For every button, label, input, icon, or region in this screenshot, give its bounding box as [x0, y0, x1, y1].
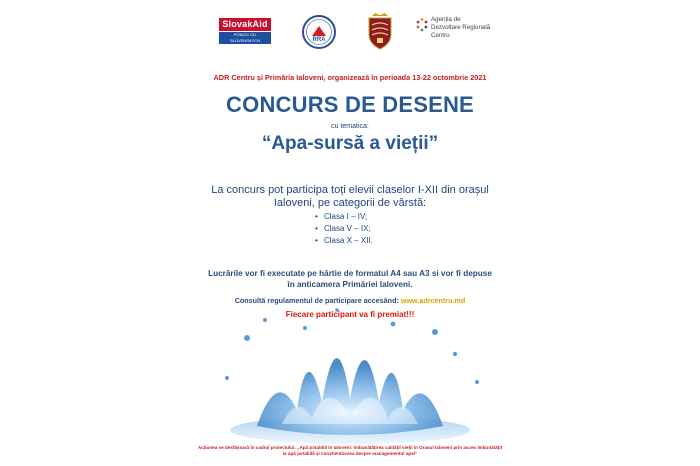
award-notice: Fiecare participant va fi premiat!!!: [285, 310, 415, 319]
category-item: • Clasa X – XII.: [315, 235, 373, 247]
intro-line: ADR Centru și Primăria Ialoveni, organizează în perioada 13-22 octombrie 2021: [213, 73, 487, 82]
website-link[interactable]: www.adrcentru.md: [400, 296, 466, 305]
theme-label: cu tematica:: [331, 123, 369, 130]
adr-centru-logo: [416, 16, 513, 50]
rra-emblem-icon: [301, 14, 337, 50]
slovakaid-tagline: POMOC OD SLOVENSKÝCH: [219, 32, 271, 44]
rules-text: Consultă regulamentul de participare accesând:: [234, 296, 401, 305]
adr-text: Agenția de Dezvoltare Regională Centru: [431, 16, 491, 40]
age-categories: [315, 211, 373, 247]
slovakaid-name: SlovakAid: [219, 18, 271, 31]
poster-title: CONCURS DE DESENE: [226, 92, 474, 117]
partner-logos: [187, 12, 513, 54]
theme-title: “Apa-sursă a vieții”: [261, 133, 439, 154]
water-splash-icon: [187, 298, 513, 448]
eligibility-text: La concurs pot participa toți elevii claselor I-XII din orașul Ialoveni, pe categorii de vârstă:: [211, 184, 489, 209]
category-item: • Clasa V – IX;: [315, 223, 373, 235]
contest-poster: [187, 0, 513, 466]
adr-mark-icon: [416, 18, 428, 32]
rra-text: RRA: [312, 37, 326, 43]
project-footer: Acțiunea se desfășoară în cadrul proiectului: „Apă potabilă în Ialoveni: îmbunătățirea calității vieții în Orașul Ialoveni prin acces îmbunătățit la apă potabilă și conștientizarea despre managementul apei": [197, 445, 503, 456]
city-crest-icon: [367, 12, 393, 50]
category-item: • Clasa I – IV;: [315, 211, 373, 223]
submission-info: Lucrările vor fi executate pe hârtie de formatul A4 sau A3 si vor fi depuse în anticamera Primăriei Ialoveni.: [208, 269, 492, 289]
slovakaid-logo: [219, 18, 271, 44]
ialoveni-crest: [367, 12, 393, 50]
rra-logo: [301, 14, 337, 50]
rules-line: [187, 296, 513, 305]
